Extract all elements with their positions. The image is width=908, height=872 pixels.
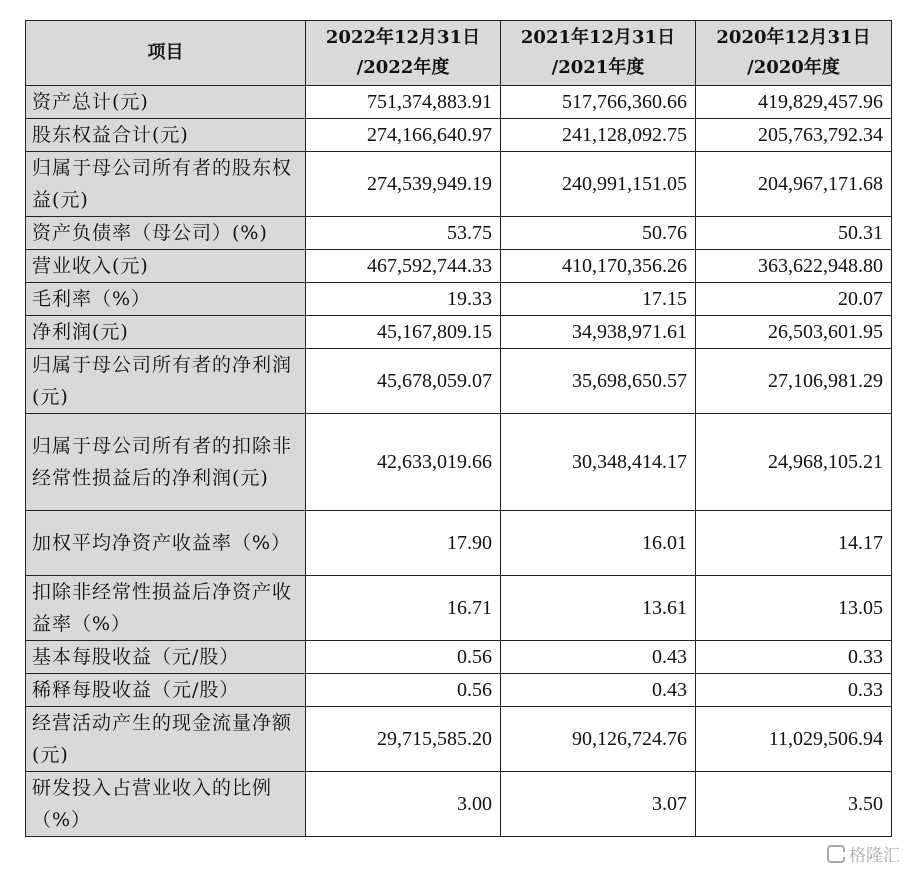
row-label: 归属于母公司所有者的股东权益(元): [26, 152, 306, 217]
value-2020: 11,029,506.94: [696, 707, 892, 772]
table-row: [26, 414, 892, 511]
table-row: [26, 511, 892, 576]
table-row: [26, 576, 892, 641]
table-row: [26, 772, 892, 837]
value-2022: 467,592,744.33: [306, 250, 501, 283]
row-label: 加权平均净资产收益率（%）: [26, 511, 306, 576]
value-2021: 35,698,650.57: [501, 349, 696, 414]
value-2021: 50.76: [501, 217, 696, 250]
header-2022: 2022年12月31日 /2022年度: [306, 21, 501, 86]
value-2021: 517,766,360.66: [501, 86, 696, 119]
value-2020: 205,763,792.34: [696, 119, 892, 152]
value-2022: 53.75: [306, 217, 501, 250]
header-2020: 2020年12月31日 /2020年度: [696, 21, 892, 86]
table-row: [26, 283, 892, 316]
value-2021: 240,991,151.05: [501, 152, 696, 217]
value-2022: 29,715,585.20: [306, 707, 501, 772]
value-2020: 50.31: [696, 217, 892, 250]
value-2021: 3.07: [501, 772, 696, 837]
value-2020: 24,968,105.21: [696, 414, 892, 511]
financial-summary-table-container: [25, 20, 891, 837]
row-label: 研发投入占营业收入的比例（%）: [26, 772, 306, 837]
value-2022: 19.33: [306, 283, 501, 316]
value-2021: 0.43: [501, 674, 696, 707]
header-2021: 2021年12月31日 /2021年度: [501, 21, 696, 86]
value-2022: 45,167,809.15: [306, 316, 501, 349]
row-label: 营业收入(元): [26, 250, 306, 283]
value-2022: 751,374,883.91: [306, 86, 501, 119]
row-label: 稀释每股收益（元/股）: [26, 674, 306, 707]
value-2021: 241,128,092.75: [501, 119, 696, 152]
value-2022: 0.56: [306, 674, 501, 707]
value-2021: 13.61: [501, 576, 696, 641]
value-2021: 90,126,724.76: [501, 707, 696, 772]
value-2020: 419,829,457.96: [696, 86, 892, 119]
row-label: 经营活动产生的现金流量净额(元): [26, 707, 306, 772]
watermark: [827, 841, 900, 866]
row-label: 净利润(元): [26, 316, 306, 349]
row-label: 归属于母公司所有者的扣除非经常性损益后的净利润(元): [26, 414, 306, 511]
value-2022: 17.90: [306, 511, 501, 576]
value-2020: 0.33: [696, 674, 892, 707]
table-row: [26, 86, 892, 119]
table-row: [26, 349, 892, 414]
table-row: [26, 707, 892, 772]
value-2020: 26,503,601.95: [696, 316, 892, 349]
row-label: 资产总计(元): [26, 86, 306, 119]
value-2022: 0.56: [306, 641, 501, 674]
header-item: 项目: [26, 21, 306, 86]
table-row: [26, 316, 892, 349]
value-2020: 13.05: [696, 576, 892, 641]
value-2021: 410,170,356.26: [501, 250, 696, 283]
value-2020: 14.17: [696, 511, 892, 576]
value-2020: 204,967,171.68: [696, 152, 892, 217]
value-2021: 17.15: [501, 283, 696, 316]
row-label: 扣除非经常性损益后净资产收益率（%）: [26, 576, 306, 641]
row-label: 毛利率（%）: [26, 283, 306, 316]
row-label: 基本每股收益（元/股）: [26, 641, 306, 674]
value-2022: 45,678,059.07: [306, 349, 501, 414]
value-2021: 16.01: [501, 511, 696, 576]
watermark-text: 格隆汇: [849, 846, 900, 866]
row-label: 资产负债率（母公司）(%): [26, 217, 306, 250]
row-label: 归属于母公司所有者的净利润(元): [26, 349, 306, 414]
table-header-row: [26, 21, 892, 86]
row-label: 股东权益合计(元): [26, 119, 306, 152]
value-2020: 20.07: [696, 283, 892, 316]
table-row: [26, 119, 892, 152]
value-2020: 3.50: [696, 772, 892, 837]
value-2022: 274,539,949.19: [306, 152, 501, 217]
table-row: [26, 152, 892, 217]
value-2022: 16.71: [306, 576, 501, 641]
value-2022: 42,633,019.66: [306, 414, 501, 511]
financial-summary-table: [25, 20, 892, 837]
value-2021: 0.43: [501, 641, 696, 674]
table-row: [26, 217, 892, 250]
value-2020: 0.33: [696, 641, 892, 674]
value-2022: 3.00: [306, 772, 501, 837]
table-row: [26, 250, 892, 283]
value-2020: 363,622,948.80: [696, 250, 892, 283]
value-2021: 30,348,414.17: [501, 414, 696, 511]
table-row: [26, 641, 892, 674]
gelonghui-logo-icon: [827, 845, 845, 863]
value-2022: 274,166,640.97: [306, 119, 501, 152]
value-2021: 34,938,971.61: [501, 316, 696, 349]
value-2020: 27,106,981.29: [696, 349, 892, 414]
table-row: [26, 674, 892, 707]
